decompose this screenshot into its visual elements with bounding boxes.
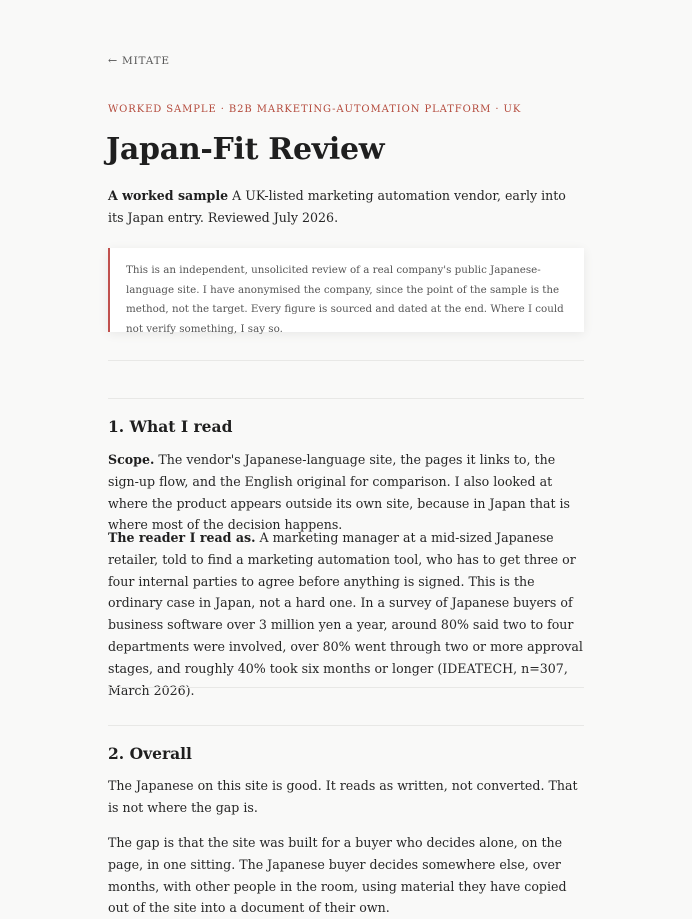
back-arrow-icon: ← — [108, 54, 119, 67]
paragraph-scope — [108, 449, 584, 536]
back-link[interactable] — [108, 54, 170, 67]
paragraph-overall-2: The gap is that the site was built for a buyer who decides alone, on the page, in one sitting. The Japanese buyer decides somewhere else, over months, with other people in the room, using material they have copied out of the site into a document of their own. — [108, 835, 567, 916]
paragraph-lead: Scope. — [108, 452, 155, 467]
divider — [108, 360, 584, 361]
divider — [108, 398, 584, 399]
section-heading-what-i-read: 1. What I read — [108, 417, 233, 436]
divider — [108, 687, 584, 688]
page-title: Japan-Fit Review — [106, 132, 385, 167]
paragraph-overall-1: The Japanese on this site is good. It reads as written, not converted. That is not where the gap is. — [108, 778, 578, 815]
paragraph-text: The vendor's Japanese-language site, the pages it links to, the sign-up flow, and the English original for comparison. I also looked at where the product appears outside its own site, because in Japan that is where most of the decision happens. — [108, 452, 571, 533]
disclaimer-text: This is an independent, unsolicited review of a real company's public Japanese-language site. I have anonymised the company, since the point of the sample is the method, not the target. Every figure is sourced and dated at the end. Where I could not verify something, I say so. — [126, 264, 564, 335]
intro-paragraph — [108, 185, 584, 228]
section-heading-overall: 2. Overall — [108, 744, 192, 763]
intro-text: A UK-listed marketing automation vendor, early into its Japan entry. Reviewed July 2026. — [108, 188, 566, 225]
kicker: WORKED SAMPLE · B2B MARKETING-AUTOMATION PLATFORM · UK — [108, 104, 522, 115]
disclaimer-note — [108, 248, 584, 335]
paragraph-reader — [108, 527, 584, 701]
intro-lead: A worked sample — [108, 188, 229, 203]
paragraph-text: A marketing manager at a mid-sized Japanese retailer, told to find a marketing automation tool, who has to get three or four internal parties to agree before anything is signed. This is the ordinary case in Japan, not a hard one. In a survey of Japanese buyers of business software over 3 million yen a year, around 80% said two to four departments were involved, over 80% went through two or more approval stages, and roughly 40% took six months or longer (IDEATECH, n=307, March 2026). — [108, 530, 583, 698]
divider — [108, 725, 584, 726]
paragraph-lead: The reader I read as. — [108, 530, 256, 545]
back-link-label: MITATE — [122, 54, 170, 67]
